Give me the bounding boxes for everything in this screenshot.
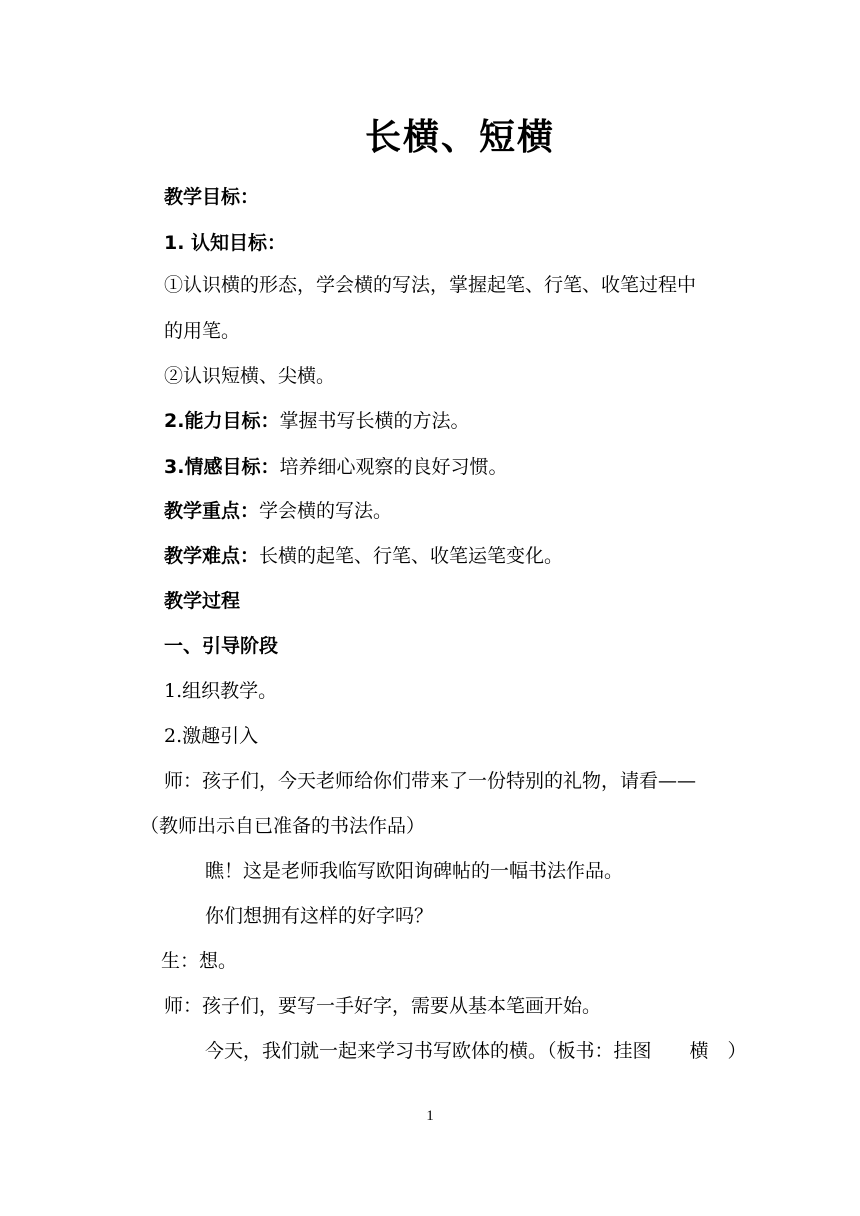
ability-text: 掌握书写长横的方法。 (279, 410, 470, 432)
key-text: 学会横的写法。 (259, 500, 393, 522)
ability-objective (164, 408, 469, 434)
stage-1-heading: 一、引导阶段 (164, 635, 279, 657)
emotion-label: 3.情感目标： (164, 456, 280, 478)
difficulty-point (164, 543, 563, 569)
emotion-text: 培养细心观察的良好习惯。 (279, 456, 508, 478)
student-line-1: 生：想。 (161, 950, 238, 972)
difficulty-text: 长横的起笔、行笔、收笔运笔变化。 (259, 545, 564, 567)
page-title: 长横、短横 (364, 117, 555, 158)
step-1: 1.组织教学。 (164, 680, 278, 702)
teacher-line-6: 今天，我们就一起来学习书写欧体的横。（板书：挂图 横 ） (205, 1040, 747, 1062)
page-number: 1 (426, 1108, 434, 1124)
key-label: 教学重点： (164, 500, 260, 522)
objectives-heading: 教学目标： (164, 186, 260, 208)
teacher-line-4: 你们想拥有这样的好字吗？ (205, 905, 434, 927)
cognitive-heading: 1. 认知目标： (164, 232, 287, 254)
cognitive-item-2: ②认识短横、尖横。 (164, 365, 336, 387)
teacher-line-1: 师：孩子们，今天老师给你们带来了一份特别的礼物，请看—— (164, 770, 697, 792)
difficulty-label: 教学难点： (164, 545, 260, 567)
ability-label: 2.能力目标： (164, 410, 280, 432)
step-2: 2.激趣引入 (164, 725, 259, 747)
emotion-objective (164, 454, 507, 480)
process-heading: 教学过程 (164, 590, 241, 612)
cognitive-item-1-line-2: 的用笔。 (164, 320, 241, 342)
teacher-line-5: 师：孩子们，要写一手好字，需要从基本笔画开始。 (164, 995, 602, 1017)
cognitive-item-1-line-1: ①认识横的形态，学会横的写法，掌握起笔、行笔、收笔过程中 (164, 274, 697, 296)
key-point (164, 498, 392, 524)
teacher-line-2: （教师出示自已准备的书法作品） (140, 815, 426, 837)
teacher-line-3: 瞧！这是老师我临写欧阳询碑帖的一幅书法作品。 (205, 860, 624, 882)
